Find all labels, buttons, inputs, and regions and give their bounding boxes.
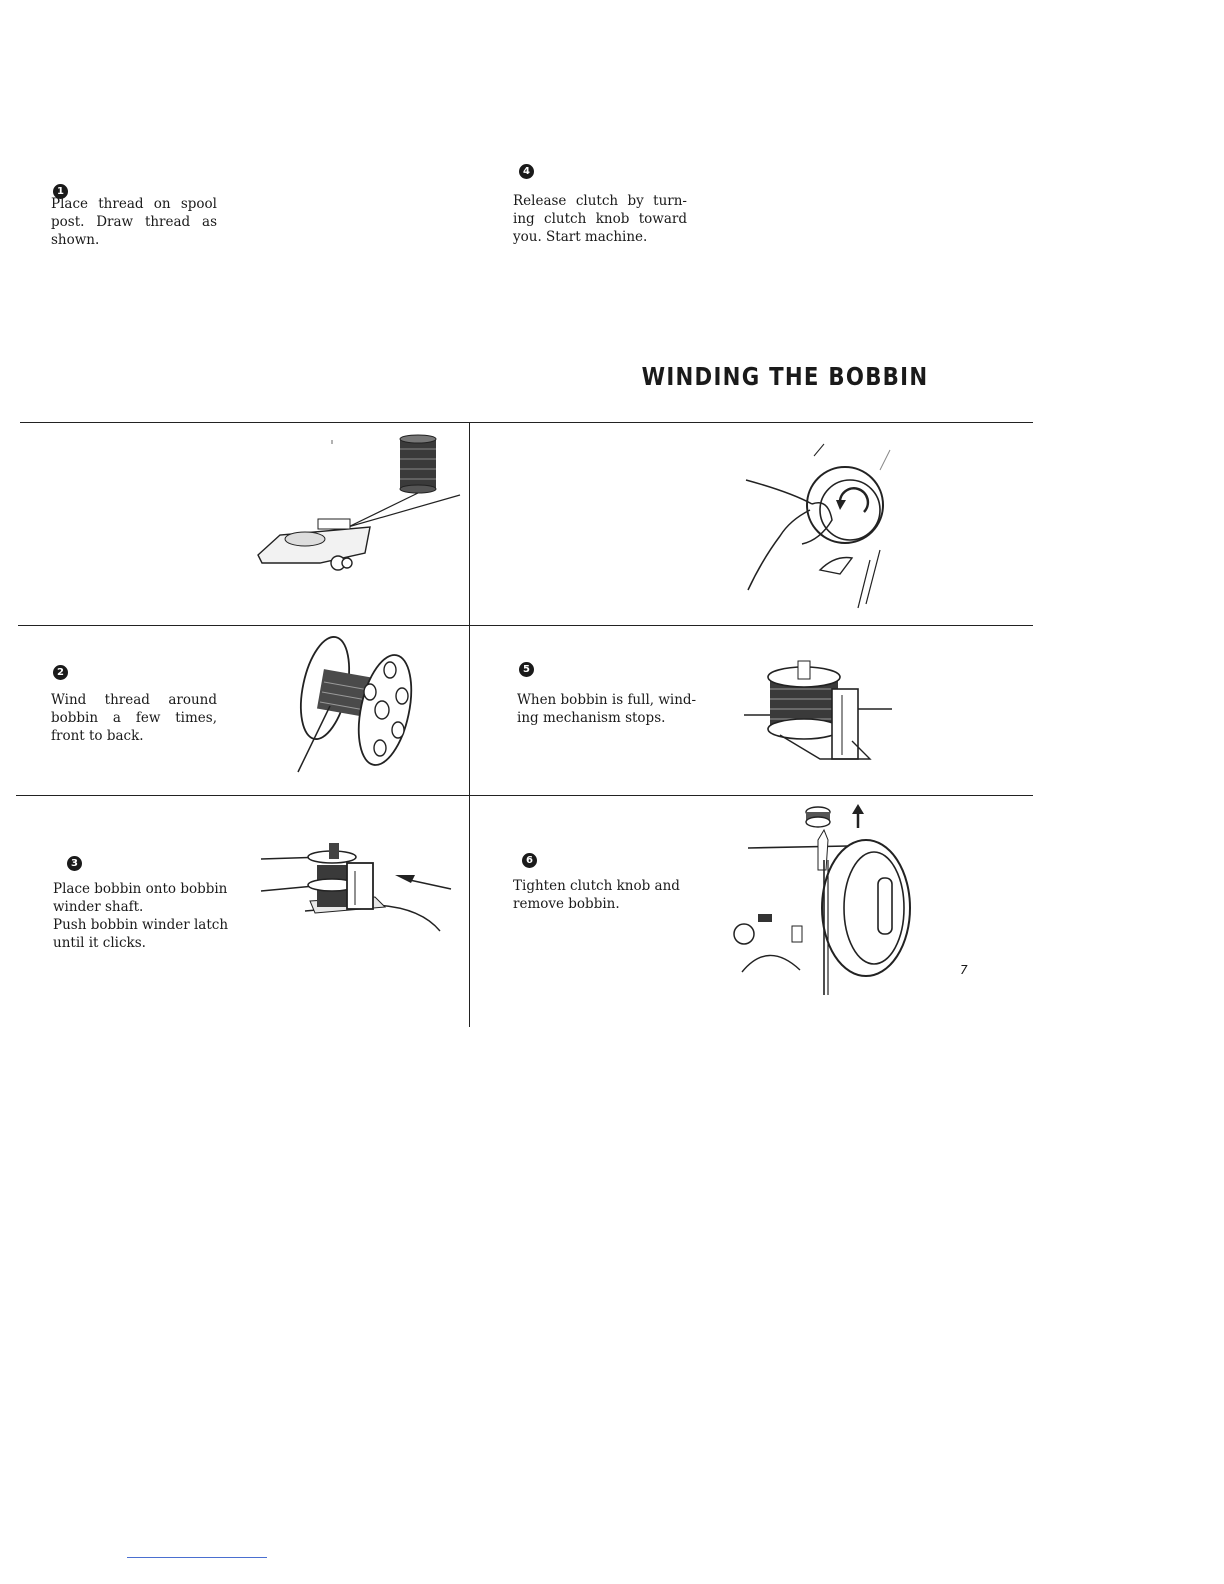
step-3-number: 3: [67, 856, 82, 871]
divider-row-2: [16, 795, 1033, 796]
step-2-number: 2: [53, 665, 68, 680]
step-4-line: you. Start machine.: [513, 229, 648, 245]
step-3-line: Place bobbin onto bobbin: [53, 881, 228, 897]
step-5-text: [517, 691, 707, 727]
step-1-line: Place thread on spool: [51, 196, 217, 212]
step-5-number: 5: [519, 662, 534, 677]
step-6-line: remove bobbin.: [513, 896, 620, 912]
step-3-text: [53, 880, 238, 952]
step-1-number: 1: [53, 184, 68, 199]
step-3-line: until it clicks.: [53, 935, 146, 951]
step-1-line: post. Draw thread as: [51, 214, 217, 230]
bobbin-wind-illustration: [290, 630, 430, 780]
footer-rule: [127, 1557, 267, 1558]
step-2-line: bobbin a few times,: [51, 710, 217, 726]
clutch-knob-illustration: [740, 440, 910, 620]
step-2-text: [51, 691, 217, 745]
step-1-text: [51, 195, 217, 249]
page-number: 7: [960, 963, 968, 977]
step-1-line: shown.: [51, 232, 100, 248]
step-5-line: When bobbin is full, wind-: [517, 692, 697, 708]
step-5-line: ing mechanism stops.: [517, 710, 666, 726]
step-4-line: Release clutch by turn-: [513, 193, 687, 209]
step-6-number: 6: [522, 853, 537, 868]
divider-row-1: [18, 625, 1033, 626]
step-4-number: 4: [519, 164, 534, 179]
remove-bobbin-illustration: [728, 800, 928, 1000]
divider-top: [20, 422, 1033, 423]
step-6-line: Tighten clutch knob and: [513, 878, 680, 894]
step-4-line: ing clutch knob toward: [513, 211, 687, 227]
spool-post-illustration: [250, 435, 470, 585]
step-4-text: [513, 192, 687, 246]
step-2-line: Wind thread around: [51, 692, 217, 708]
step-6-text: [513, 877, 693, 913]
full-bobbin-illustration: [740, 655, 900, 765]
page-title: WINDING THE BOBBIN: [641, 362, 929, 391]
bobbin-winder-illustration: [255, 835, 455, 935]
step-3-line: winder shaft.: [53, 899, 144, 915]
step-3-line: Push bobbin winder latch: [53, 917, 229, 933]
step-2-line: front to back.: [51, 728, 144, 744]
